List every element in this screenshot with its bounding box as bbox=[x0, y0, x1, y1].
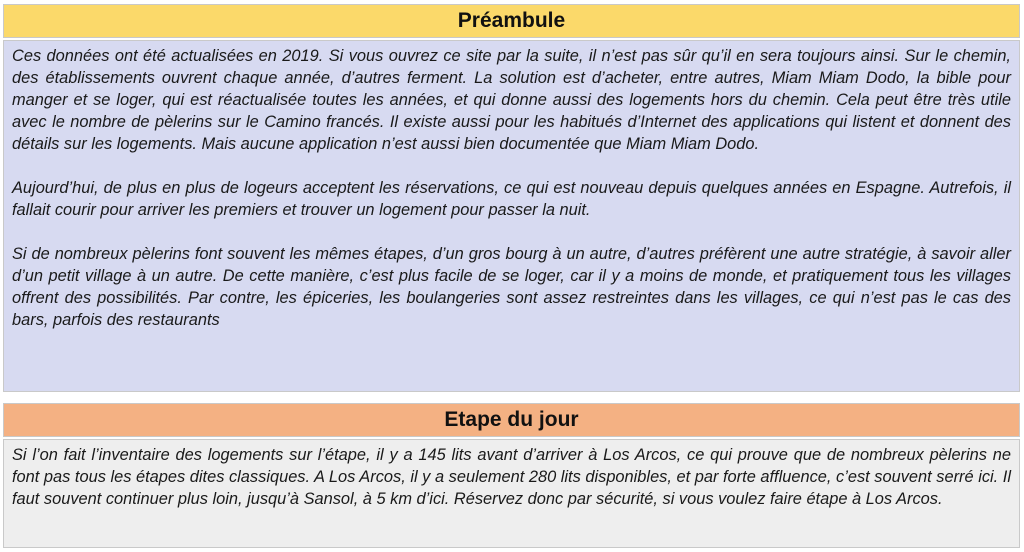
etape-paragraph-1: Si l’on fait l’inventaire des logements sur l’étape, il y a 145 lits avant d’arriver à Los Arcos, ce qui prouve que de nombreux pèlerins ne font pas tous les étapes dites classiques. A Los Arcos, il y a seulement 280 lits disponibles, et par forte affluence, c’est souvent serré ici. Il faut souvent continuer plus loin, jusqu’à Sansol, à 5 km d’ici. Réservez donc par sécurité, si vous voulez faire étape à Los Arcos. bbox=[12, 446, 1011, 508]
preambule-body bbox=[3, 40, 1020, 392]
etape-header bbox=[3, 403, 1020, 437]
preambule-paragraph-3: Si de nombreux pèlerins font souvent les mêmes étapes, d’un gros bourg à un autre, d’autres préfèrent une autre stratégie, à savoir aller d’un petit village à un autre. De cette manière, c’est plus facile de se loger, car il y a moins de monde, et pratiquement tous les villages offrent des possibilités. Par contre, les épiceries, les boulangeries sont assez restreintes dans les villages, ce qui n’est pas le cas des bars, parfois des restaurants bbox=[12, 245, 1011, 329]
etape-body bbox=[3, 439, 1020, 548]
preambule-paragraph-1: Ces données ont été actualisées en 2019. Si vous ouvrez ce site par la suite, il n’est pas sûr qu’il en sera toujours ainsi. Sur le chemin, des établissements ouvrent chaque année, d’autres ferment. La solution est d’acheter, entre autres, Miam Miam Dodo, la bible pour manger et se loger, qui est réactualisée toutes les années, et qui donne aussi des logements hors du chemin. Cela peut être très utile avec le nombre de pèlerins sur le Camino francés. Il existe aussi pour les habitués d’Internet des applications qui listent et donnent des détails sur les logements. Mais aucune application n’est aussi bien documentée que Miam Miam Dodo. bbox=[12, 47, 1011, 153]
preambule-paragraph-2: Aujourd’hui, de plus en plus de logeurs acceptent les réservations, ce qui est nouveau depuis quelques années en Espagne. Autrefois, il fallait courir pour arriver les premiers et trouver un logement pour passer la nuit. bbox=[12, 179, 1011, 219]
preambule-header bbox=[3, 4, 1020, 38]
preambule-title: Préambule bbox=[457, 9, 566, 32]
etape-title: Etape du jour bbox=[444, 408, 579, 431]
